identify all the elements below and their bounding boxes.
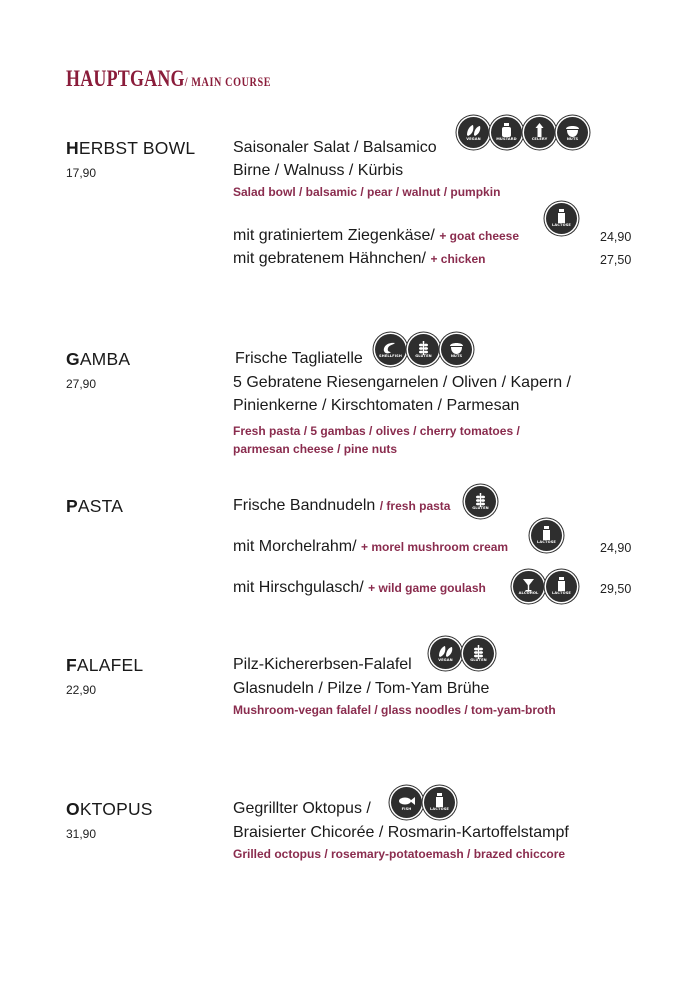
icon-label: NUTS [450, 354, 463, 359]
lactose-icon [546, 571, 577, 602]
shellfish-icon [375, 334, 406, 365]
page-title [66, 66, 271, 92]
icon-label: LACTOSE [537, 540, 556, 545]
icon-label: NUTS [566, 137, 579, 142]
vegan-icon [430, 638, 461, 669]
dish-english: / fresh pasta [379, 499, 451, 513]
dish-desc-line: Pilz-Kichererbsen-Falafel [233, 656, 412, 673]
dish-price-oktopus: 31,90 [66, 827, 97, 841]
icon-label: MUSTARD [496, 137, 517, 142]
dish-desc-line: Gegrillter Oktopus / [233, 800, 371, 817]
allergen-icons [458, 117, 588, 148]
nuts-icon [557, 117, 588, 148]
dish-price-falafel: 22,90 [66, 683, 97, 697]
icon-label: VEGAN [466, 137, 481, 142]
dish-english: Fresh pasta / 5 gambas / olives / cherry tomatoes / [233, 424, 520, 438]
dish-name-oktopus: OKTOPUS [66, 799, 153, 819]
vegan-icon [458, 117, 489, 148]
dish-desc-line: 5 Gebratene Riesengarnelen / Oliven / Kapern / [233, 374, 571, 391]
dish-desc-line: Birne / Walnuss / Kürbis [233, 162, 404, 179]
allergen-icons [531, 520, 562, 551]
allergen-icons [465, 486, 496, 517]
heading-sub: / MAIN COURSE [184, 74, 272, 89]
dish-desc-line: Pinienkerne / Kirschtomaten / Parmesan [233, 397, 520, 414]
lactose-icon [424, 787, 455, 818]
dish-name-falafel: FALAFEL [66, 655, 144, 675]
dish-variant: mit Morchelrahm/ + morel mushroom cream [233, 538, 509, 555]
dish-name-pasta: PASTA [66, 496, 124, 516]
dish-desc-line: Braisierter Chicorée / Rosmarin-Kartoffelstampf [233, 824, 569, 841]
icon-label: LACTOSE [430, 807, 449, 812]
dish-desc-line: Saisonaler Salat / Balsamico [233, 139, 437, 156]
dish-name-herbst-bowl: HERBST BOWL [66, 138, 196, 158]
dish-english: Mushroom-vegan falafel / glass noodles / tom-yam-broth [233, 703, 556, 717]
alcohol-icon [513, 571, 544, 602]
mustard-icon [491, 117, 522, 148]
icon-label: ALCOHOL [518, 591, 539, 596]
dish-english: Grilled octopus / rosemary-potatoemash / brazed chiccore [233, 847, 566, 861]
variant-english: + morel mushroom cream [361, 540, 509, 554]
icon-label: GLUTEN [415, 354, 432, 359]
variant-price: 27,50 [600, 253, 632, 267]
icon-label: GLUTEN [472, 506, 489, 511]
celery-icon [524, 117, 555, 148]
gluten-icon [463, 638, 494, 669]
dish-english: parmesan cheese / pine nuts [233, 442, 398, 456]
lactose-icon [531, 520, 562, 551]
dish-desc-line: Glasnudeln / Pilze / Tom-Yam Brühe [233, 680, 490, 697]
gluten-icon [408, 334, 439, 365]
allergen-icons [375, 334, 472, 365]
icon-label: VEGAN [438, 658, 453, 663]
icon-label: LACTOSE [552, 591, 571, 596]
icon-label: GLUTEN [470, 658, 487, 663]
variant-english: + chicken [430, 252, 486, 266]
dish-price-gamba: 27,90 [66, 377, 97, 391]
fish-icon [391, 787, 422, 818]
dish-english: Salad bowl / balsamic / pear / walnut / pumpkin [233, 185, 501, 199]
variant-price: 29,50 [600, 582, 632, 596]
icon-label: SHELLFISH [379, 354, 402, 359]
dish-variant: mit Hirschgulasch/ + wild game goulash [233, 579, 486, 596]
heading-main: HAUPTGANG [66, 66, 185, 91]
icon-label: CELERY [531, 137, 548, 142]
variant-price: 24,90 [600, 230, 632, 244]
variant-price: 24,90 [600, 541, 632, 555]
gluten-icon [465, 486, 496, 517]
icon-label: LACTOSE [552, 223, 571, 228]
dish-price-herbst-bowl: 17,90 [66, 166, 97, 180]
allergen-icons [546, 203, 577, 234]
dish-variant: mit gebratenem Hähnchen/ + chicken [233, 250, 486, 267]
allergen-icons [391, 787, 455, 818]
variant-english: + goat cheese [439, 229, 520, 243]
lactose-icon [546, 203, 577, 234]
allergen-icons [430, 638, 494, 669]
dish-name-gamba: GAMBA [66, 349, 131, 369]
dish-variant: mit gratiniertem Ziegenkäse/ + goat cheese [233, 227, 520, 244]
dish-desc-line: Frische Tagliatelle [235, 350, 363, 367]
dish-desc-line: Frische Bandnudeln / fresh pasta [233, 497, 451, 514]
icon-label: FISH [401, 807, 412, 812]
allergen-icons [513, 571, 577, 602]
variant-english: + wild game goulash [368, 581, 486, 595]
nuts-icon [441, 334, 472, 365]
